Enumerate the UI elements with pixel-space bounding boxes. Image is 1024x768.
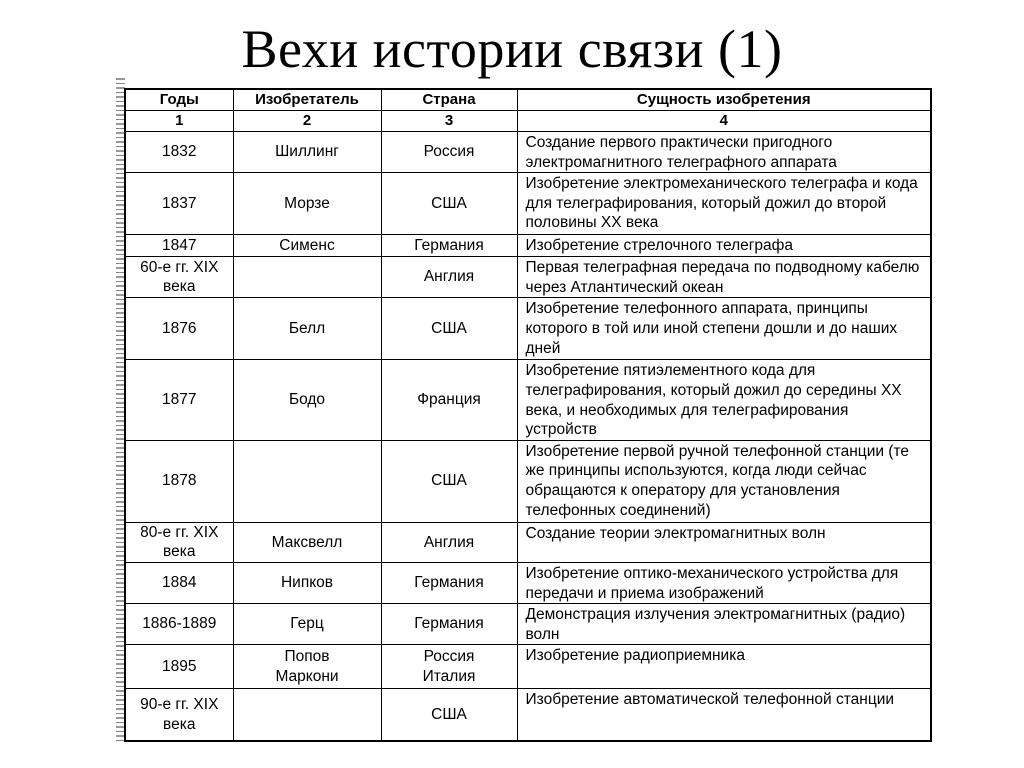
cell-year: 90-е гг. XIX века <box>125 689 233 741</box>
cell-country: Россия Италия <box>381 645 517 689</box>
cell-year: 1884 <box>125 562 233 603</box>
column-number: 2 <box>233 111 381 132</box>
cell-essence: Изобретение пятиэлементного кода для телеграфирования, который дожил до середины XX века, и необходимых для телеграфирования устройств <box>517 360 931 440</box>
cell-year: 1832 <box>125 132 233 173</box>
cell-essence: Изобретение радиоприемника <box>517 645 931 689</box>
header-country: Страна <box>381 89 517 111</box>
history-table <box>124 88 932 742</box>
cell-year: 1886-1889 <box>125 604 233 645</box>
cell-year: 80-е гг. XIX века <box>125 522 233 562</box>
cell-inventor <box>233 689 381 741</box>
cell-country: США <box>381 440 517 522</box>
header-years: Годы <box>125 89 233 111</box>
column-number-row <box>125 111 931 132</box>
cell-year: 1895 <box>125 645 233 689</box>
cell-year: 1837 <box>125 173 233 235</box>
cell-inventor: Нипков <box>233 562 381 603</box>
cell-essence: Изобретение автоматической телефонной станции <box>517 689 931 741</box>
header-row <box>125 89 931 111</box>
table-row <box>125 235 931 257</box>
cell-country: США <box>381 689 517 741</box>
table-row <box>125 562 931 603</box>
cell-country: США <box>381 298 517 360</box>
cell-inventor <box>233 440 381 522</box>
cell-year: 1847 <box>125 235 233 257</box>
cell-country: Франция <box>381 360 517 440</box>
table-row <box>125 298 931 360</box>
cell-essence: Изобретение первой ручной телефонной станции (те же принципы используются, когда люди сейчас обращаются к оператору для установления телефонных соединений) <box>517 440 931 522</box>
cell-essence: Изобретение телефонного аппарата, принципы которого в той или иной степени дошли и до наших дней <box>517 298 931 360</box>
table-row <box>125 689 931 741</box>
cell-country: США <box>381 173 517 235</box>
column-number: 4 <box>517 111 931 132</box>
cell-year: 1877 <box>125 360 233 440</box>
cell-inventor <box>233 257 381 298</box>
table-row <box>125 360 931 440</box>
cell-inventor: Попов Маркони <box>233 645 381 689</box>
cell-year: 1876 <box>125 298 233 360</box>
header-inventor: Изобретатель <box>233 89 381 111</box>
cell-essence: Изобретение оптико-механического устройства для передачи и приема изображений <box>517 562 931 603</box>
cell-inventor: Морзе <box>233 173 381 235</box>
cell-country: Англия <box>381 257 517 298</box>
page-title: Вехи истории связи (1) <box>241 19 783 79</box>
cell-year: 1878 <box>125 440 233 522</box>
table-row <box>125 604 931 645</box>
cell-country: Германия <box>381 604 517 645</box>
table-row <box>125 522 931 562</box>
cell-essence: Изобретение электромеханического телеграфа и кода для телеграфирования, который дожил до второй половины XX века <box>517 173 931 235</box>
cell-essence: Первая телеграфная передача по подводному кабелю через Атлантический океан <box>517 257 931 298</box>
table-row <box>125 440 931 522</box>
cell-year: 60-е гг. XIX века <box>125 257 233 298</box>
table-row <box>125 257 931 298</box>
cell-inventor: Максвелл <box>233 522 381 562</box>
cell-country: Германия <box>381 235 517 257</box>
column-number: 1 <box>125 111 233 132</box>
table-row <box>125 173 931 235</box>
cell-country: Россия <box>381 132 517 173</box>
cell-essence: Демонстрация излучения электромагнитных (радио) волн <box>517 604 931 645</box>
cell-inventor: Герц <box>233 604 381 645</box>
cell-country: Англия <box>381 522 517 562</box>
cell-inventor: Белл <box>233 298 381 360</box>
cell-essence: Создание теории электромагнитных волн <box>517 522 931 562</box>
table-row <box>125 645 931 689</box>
cell-inventor: Сименс <box>233 235 381 257</box>
column-number: 3 <box>381 111 517 132</box>
cell-essence: Создание первого практически пригодного электромагнитного телеграфного аппарата <box>517 132 931 173</box>
cell-country: Германия <box>381 562 517 603</box>
cell-essence: Изобретение стрелочного телеграфа <box>517 235 931 257</box>
cell-inventor: Шиллинг <box>233 132 381 173</box>
table-row <box>125 132 931 173</box>
header-essence: Сущность изобретения <box>517 89 931 111</box>
cell-inventor: Бодо <box>233 360 381 440</box>
